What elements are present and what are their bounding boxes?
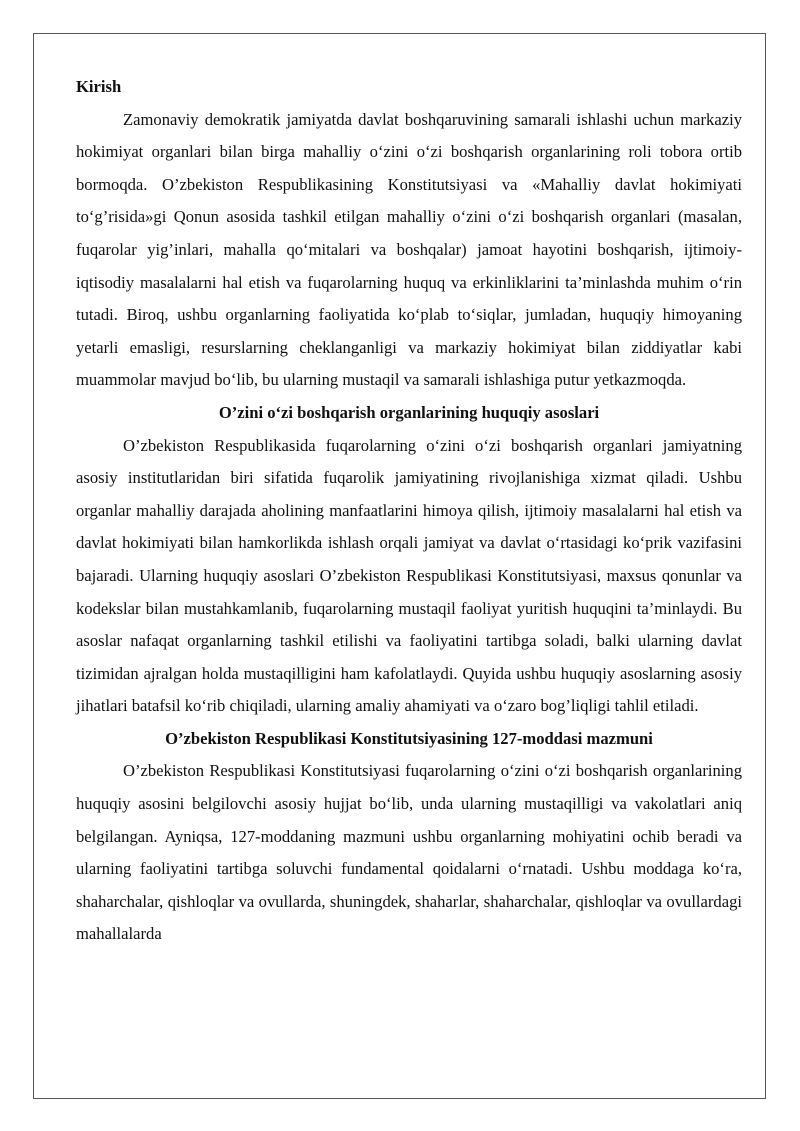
intro-paragraph: Zamonaviy demokratik jamiyatda davlat boshqaruvining samarali ishlashi uchun markaziy hokimiyat organlari bilan birga mahalliy o‘zini o‘zi boshqarish organlarining roli tobora ortib bormoqda. O’zbekiston Respublikasining Konstitutsiyasi va «Mahalliy davlat hokimiyati to‘g’risida»gi Qonun asosida tashkil etilgan mahalliy o‘zini o‘zi boshqarish organlari (masalan, fuqarolar yig’inlari, mahalla qo‘mitalari va boshqalar) jamoat hayotini boshqarish, ijtimoiy-iqtisodiy masalalarni hal etish va fuqarolarning huquq va erkinliklarini ta’minlashda muhim o‘rin tutadi. Biroq, ushbu organlarning faoliyatida ko‘plab to‘siqlar, jumladan, huquqiy himoyaning yetarli emasligi, resurslarning cheklanganligi va markaziy hokimiyat bilan ziddiyatlar kabi muammolar mavjud bo‘lib, bu ularning mustaqil va samarali ishlashiga putur yetkazmoqda. bbox=[76, 109, 742, 390]
intro-heading: Kirish bbox=[76, 77, 122, 96]
legal-foundations-paragraph: O’zbekiston Respublikasida fuqarolarning o‘zini o‘zi boshqarish organlari jamiyatning asosiy institutlaridan biri sifatida fuqarolik jamiyatining rivojlanishiga xizmat qiladi. Ushbu organlar mahalliy darajada aholining manfaatlarini himoya qilish, ijtimoiy masalalarni hal etish va davlat hokimiyati bilan hamkorlikda ishlash orqali jamiyat va davlat o‘rtasidagi ko‘prik vazifasini bajaradi. Ularning huquqiy asoslari O’zbekiston Respublikasi Konstitutsiyasi, maxsus qonunlar va kodekslar bilan mustahkamlanib, fuqarolarning mustaqil faoliyat yuritish huquqini ta’minlaydi. Bu asoslar nafaqat organlarning tashkil etilishi va faoliyatini tartibga soladi, balki ularning davlat tizimidan ajralgan holda mustaqilligini ham kafolatlaydi. Quyida ushbu huquqiy asoslarning asosiy jihatlari batafsil ko‘rib chiqiladi, ularning amaliy ahamiyati va o‘zaro bog’liqligi tahlil etiladi. bbox=[76, 435, 742, 716]
article-127-paragraph: O’zbekiston Respublikasi Konstitutsiyasi fuqarolarning o‘zini o‘zi boshqarish organlarining huquqiy asosini belgilovchi asosiy hujjat bo‘lib, unda ularning mustaqilligi va vakolatlari aniq belgilangan. Ayniqsa, 127-moddaning mazmuni ushbu organlarning mohiyatini ochib beradi va ularning faoliyatini tartibga soluvchi fundamental qoidalarni o‘rnatadi. Ushbu moddaga ko‘ra, shaharchalar, qishloqlar va ovullarda, shuningdek, shaharlar, shaharchalar, qishloqlar va ovullardagi mahallalarda bbox=[76, 761, 742, 944]
section-heading-article-127: O’zbekiston Respublikasi Konstitutsiyasining 127-moddasi mazmuni bbox=[165, 728, 653, 748]
document-body bbox=[76, 71, 742, 951]
section-heading-legal-foundations: O’zini o‘zi boshqarish organlarining huquqiy asoslari bbox=[218, 402, 600, 422]
